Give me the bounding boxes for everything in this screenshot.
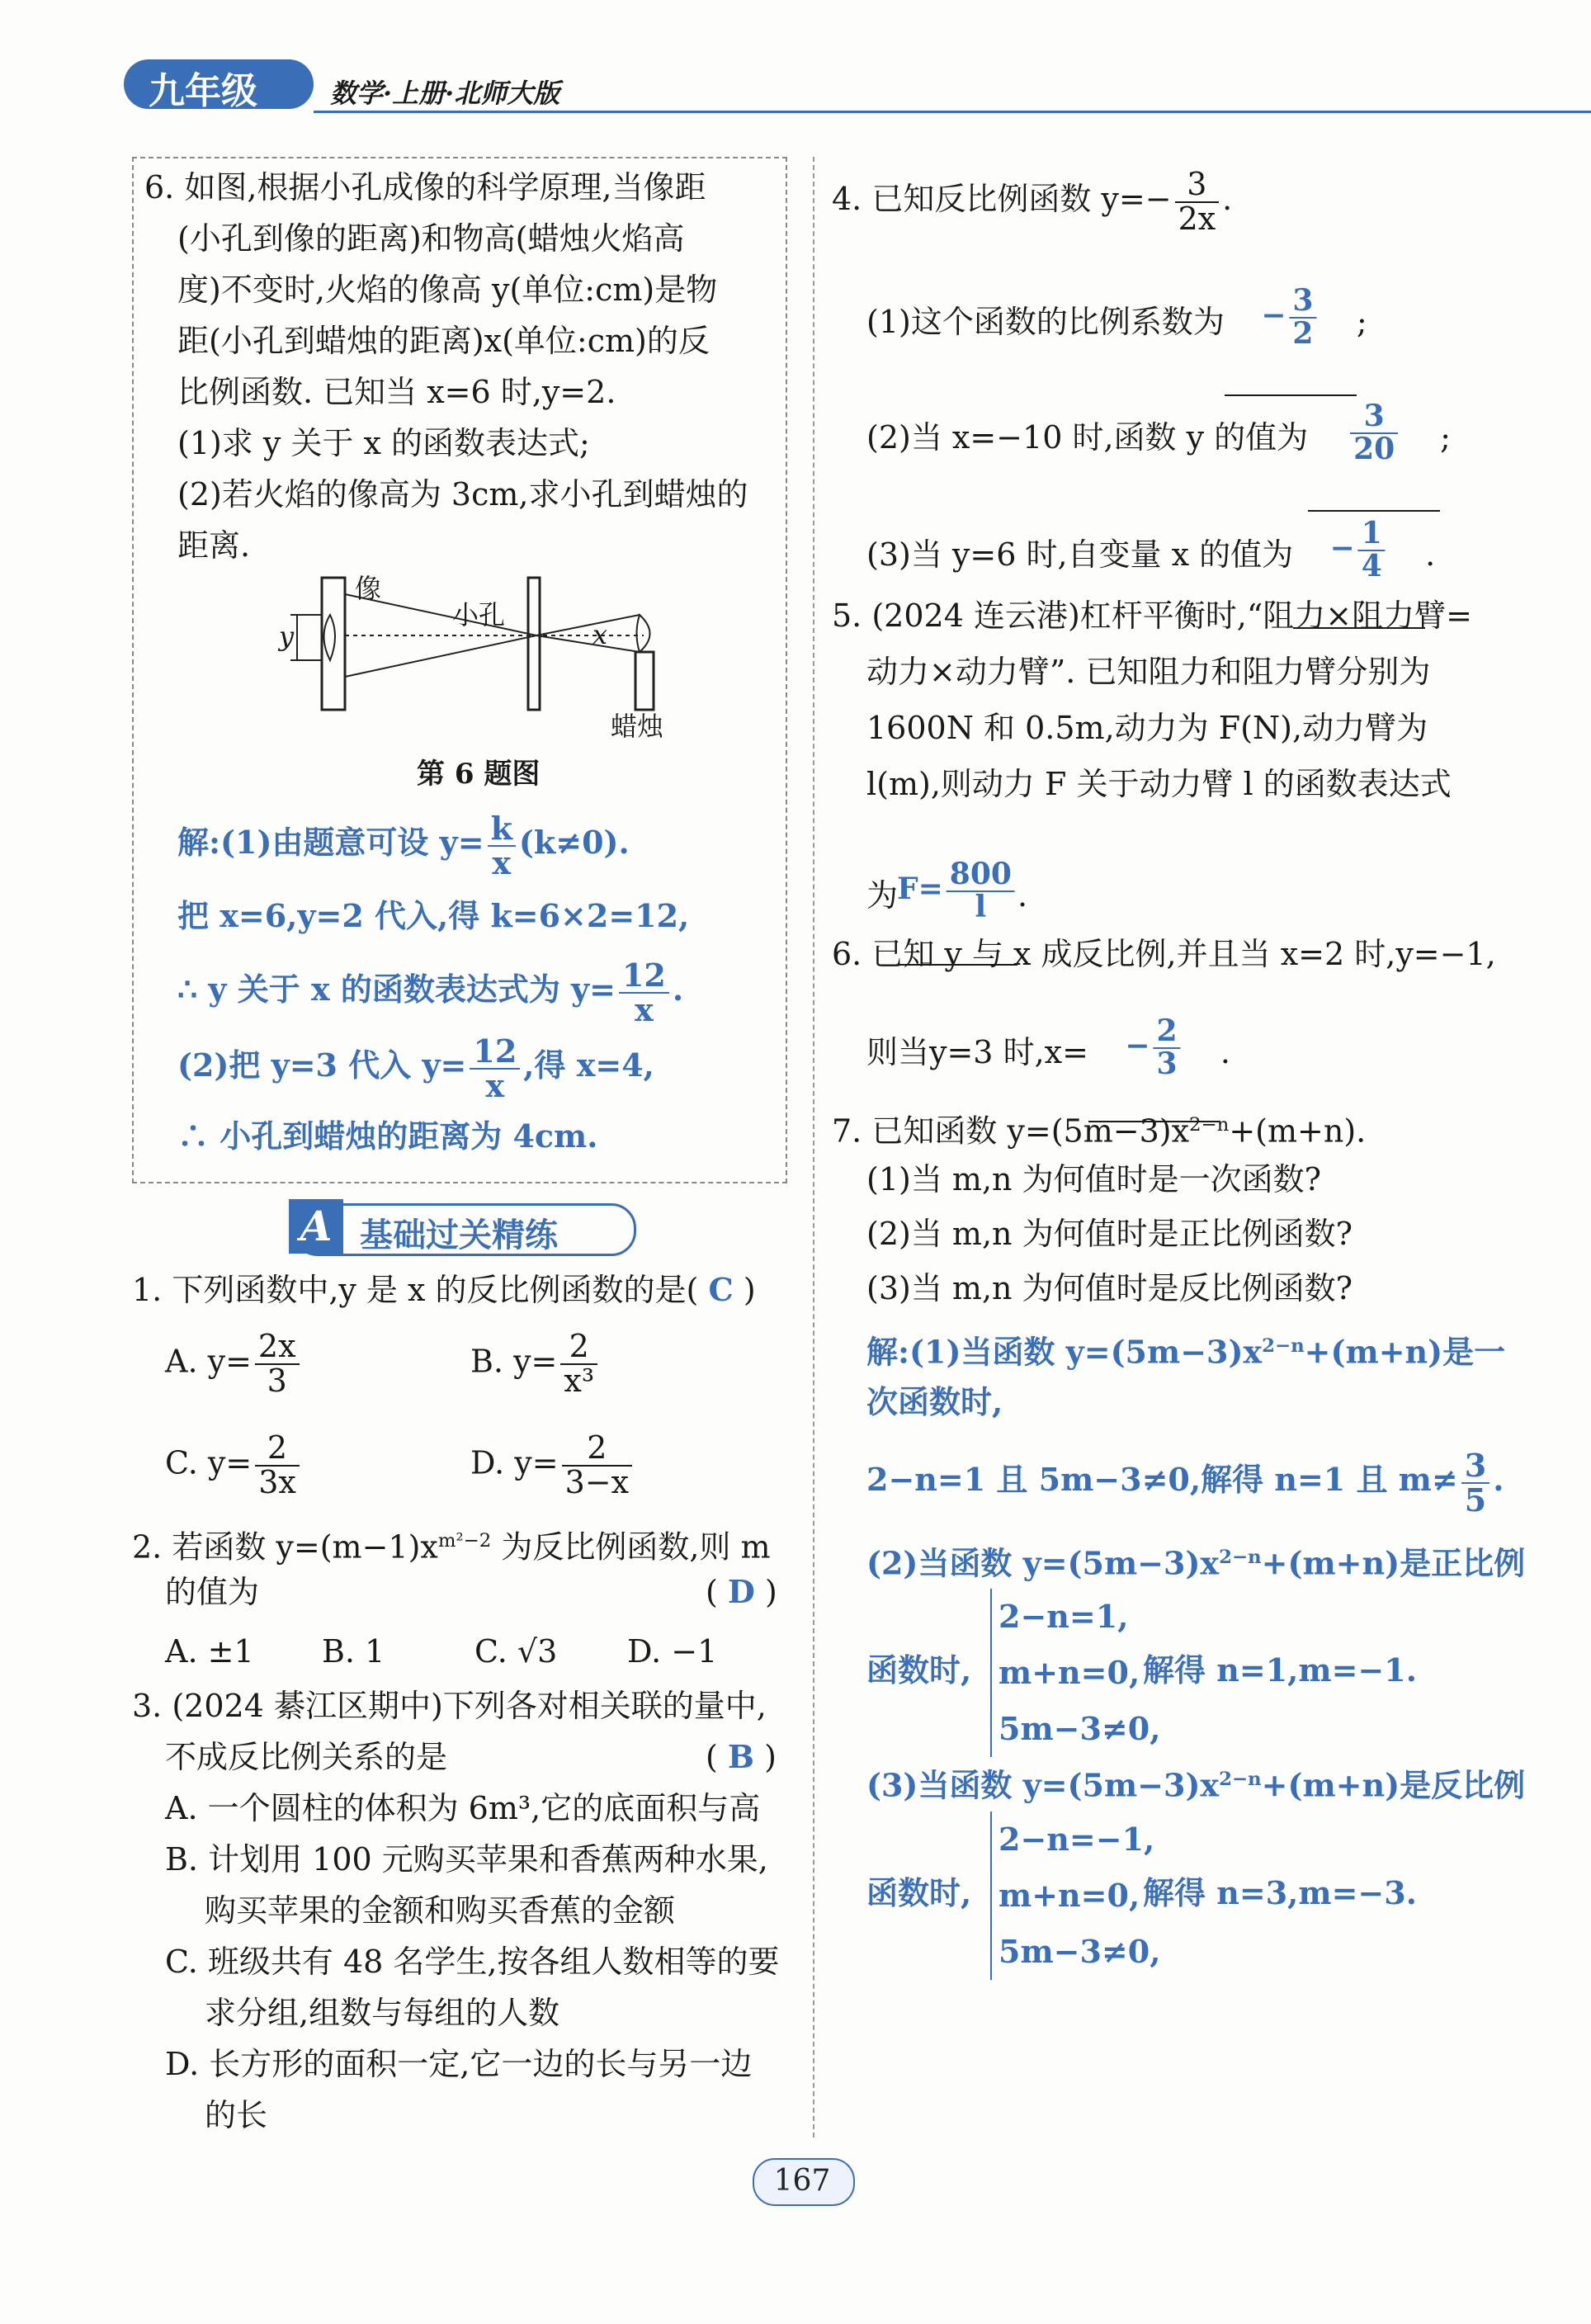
q6-line: (1)求 y 关于 x 的函数表达式; — [177, 425, 590, 461]
q6-solution — [177, 805, 689, 1169]
q7-part3: (3)当 m,n 为何值时是反比例函数? — [866, 1270, 1353, 1306]
q2-opt-a: A. ±1 — [165, 1633, 254, 1670]
fig-label-y: y — [279, 621, 295, 652]
q4-part2: (2)当 x=−10 时,函数 y 的值为 $\frac{3}{20}$ ; — [866, 363, 1451, 462]
q6-line: 度)不变时,火焰的像高 y(单位:cm)是物 — [177, 272, 718, 308]
fig-label-xiang: 像 — [355, 573, 382, 604]
q3-stem: 3. (2024 綦江区期中)下列各对相关联的量中, — [132, 1688, 767, 1724]
header — [124, 59, 1494, 117]
q1-option-b: B. y= $\frac{2}{\text{x³}}$ — [470, 1330, 601, 1398]
q7-part2: (2)当 m,n 为何值时是正比例函数? — [866, 1216, 1353, 1252]
q4-part3: (3)当 y=6 时,自变量 x 的值为 − $\frac{1}{4}$ . — [866, 480, 1435, 579]
sys-brace — [990, 1589, 1160, 1757]
q4-part1: (1)这个函数的比例系数为 − $\frac{3}{2}$ ; — [866, 248, 1367, 347]
q2-line2: 的值为 — [165, 1574, 260, 1610]
q7-sol1b: 次函数时, — [866, 1383, 1003, 1420]
header-rule — [314, 111, 1591, 113]
sys-row: 2−n=−1, — [999, 1821, 1155, 1858]
q6-line: 6. 如图,根据小孔成像的科学原理,当像距 — [144, 169, 706, 205]
sys-row: m+n=0, — [999, 1654, 1140, 1691]
sys-prefix: 函数时, — [866, 1874, 972, 1911]
sys-prefix: 函数时, — [866, 1651, 972, 1689]
q6-text — [144, 162, 748, 571]
q3-opt-d1: D. 长方形的面积一定,它一边的长与另一边 — [165, 2046, 753, 2082]
header-subtitle: 数学·上册·北师大版 — [330, 78, 560, 109]
sys-result: 解得 n=1,m=−1. — [1143, 1651, 1417, 1689]
q5-line: l(m),则动力 F 关于动力臂 l 的函数表达式 — [866, 766, 1452, 802]
q6-line: 比例函数. 已知当 x=6 时,y=2. — [177, 374, 616, 410]
sol-line: (2)把 y=3 代入 y= $\frac{12}{x}$ ,得 x=4, — [177, 1032, 654, 1104]
grade-label: 九年级 — [149, 70, 257, 112]
q6r-answer-line: 则当y=3 时,x= − $\frac{2}{3}$ . — [866, 982, 1230, 1073]
q5-line: 1600N 和 0.5m,动力为 F(N),动力臂为 — [866, 710, 1428, 746]
q3-opt-a: A. 一个圆柱的体积为 6m³,它的底面积与高 — [165, 1790, 761, 1826]
q5-text — [832, 588, 1472, 812]
q3-opt-b1: B. 计划用 100 元购买苹果和香蕉两种水果, — [165, 1841, 768, 1878]
q7-sol5: (3)当函数 $y=(5m-3)x^{2-n}+(m+n)$是反比例 — [866, 1766, 1526, 1804]
q5-answer-line: 为 F= $\frac{800}{l}$ . — [866, 825, 1027, 916]
q2-opt-d: D. −1 — [627, 1633, 718, 1670]
q7-sol3: (2)当函数 $y=(5m-3)x^{2-n}+(m+n)$是正比例 — [866, 1544, 1526, 1582]
section-title: 基础过关精练 — [360, 1216, 558, 1254]
sol-line: 解:(1)由题意可设 y= $\frac{k}{x}$ (k≠0). — [177, 809, 630, 881]
sys-brace — [990, 1811, 1160, 1980]
sys-row: 5m−3≠0, — [999, 1933, 1161, 1970]
sol-line: ∴ 小孔到蜡烛的距离为 4cm. — [177, 1117, 598, 1155]
q7-sol2: 2−n=1 且 5m−3≠0,解得 n=1 且 m≠ $\frac{3}{5}$ . — [866, 1446, 1504, 1519]
q1-option-d: D. y= $\frac{2}{3-x}$ — [470, 1432, 635, 1500]
column-divider — [813, 157, 814, 2137]
q3-opt-b2: 购买苹果的金额和购买香蕉的金额 — [205, 1892, 676, 1929]
q2-answer: ( D ) — [706, 1573, 777, 1610]
q1-option-c: C. y= $\frac{2}{3x}$ — [165, 1432, 303, 1500]
sol-line: ∴ y 关于 x 的函数表达式为 y= $\frac{12}{x}$ . — [177, 956, 684, 1028]
section-banner — [293, 1203, 636, 1256]
q6-line: (2)若火焰的像高为 3cm,求小孔到蜡烛的 — [177, 476, 748, 513]
q4-stem: 4. 已知反比例函数 y=− $\frac{3}{2x}$ . — [832, 165, 1233, 237]
q7-part1: (1)当 m,n 为何值时是一次函数? — [866, 1161, 1321, 1197]
sol-line: 把 x=6,y=2 代入,得 k=6×2=12, — [177, 897, 690, 934]
q2-opt-b: B. 1 — [322, 1633, 385, 1670]
sys-row: 5m−3≠0, — [999, 1710, 1161, 1747]
q3-answer: ( B ) — [706, 1738, 777, 1775]
q1-option-a: A. y= $\frac{2x}{3}$ — [165, 1330, 303, 1398]
q6r-stem: 6. 已知 y 与 x 成反比例,并且当 x=2 时,y=−1, — [832, 936, 1496, 972]
q7-sol1: 解:(1)当函数 $y=(5m-3)x^{2-n}+(m+n)$是一 — [866, 1333, 1506, 1371]
fig-label-xiaokong: 小孔 — [452, 599, 506, 631]
q3-opt-c2: 求分组,组数与每组的人数 — [205, 1995, 560, 2031]
q2-stem: 2. 若函数 $y=(m-1)x^{m^2-2}$ 为反比例函数,则 m — [132, 1528, 771, 1566]
fig-caption: 第 6 题图 — [417, 758, 541, 791]
q6-line: (小孔到像的距离)和物高(蜡烛火焰高 — [177, 220, 685, 257]
q7-stem: 7. 已知函数 $y=(5m-3)x^{2-n}+(m+n)$. — [832, 1112, 1367, 1150]
q2-opt-c: C. √3 — [474, 1633, 558, 1670]
fig-label-x: x — [592, 619, 608, 650]
sys-row: 2−n=1, — [999, 1598, 1129, 1635]
page-number: 167 — [773, 2164, 831, 2198]
q1-stem: 1. 下列函数中,y 是 x 的反比例函数的是( C ) — [132, 1271, 756, 1308]
q5-line: 5. (2024 连云港)杠杆平衡时,“阻力×阻力臂= — [832, 598, 1472, 634]
q6-line: 距(小孔到蜡烛的距离)x(单位:cm)的反 — [177, 323, 710, 359]
section-icon: A — [289, 1199, 343, 1254]
sys-result: 解得 n=3,m=−3. — [1143, 1874, 1417, 1911]
q3-opt-c1: C. 班级共有 48 名学生,按各组人数相等的要 — [165, 1944, 780, 1980]
q6-line: 距离. — [177, 527, 251, 564]
q3-opt-d2: 的长 — [205, 2097, 268, 2133]
fig-label-lazhu: 蜡烛 — [611, 711, 664, 742]
q5-line: 动力×动力臂”. 已知阻力和阻力臂分别为 — [866, 654, 1431, 690]
sys-row: m+n=0, — [999, 1877, 1140, 1914]
q3-line2: 不成反比例关系的是 — [165, 1739, 448, 1775]
